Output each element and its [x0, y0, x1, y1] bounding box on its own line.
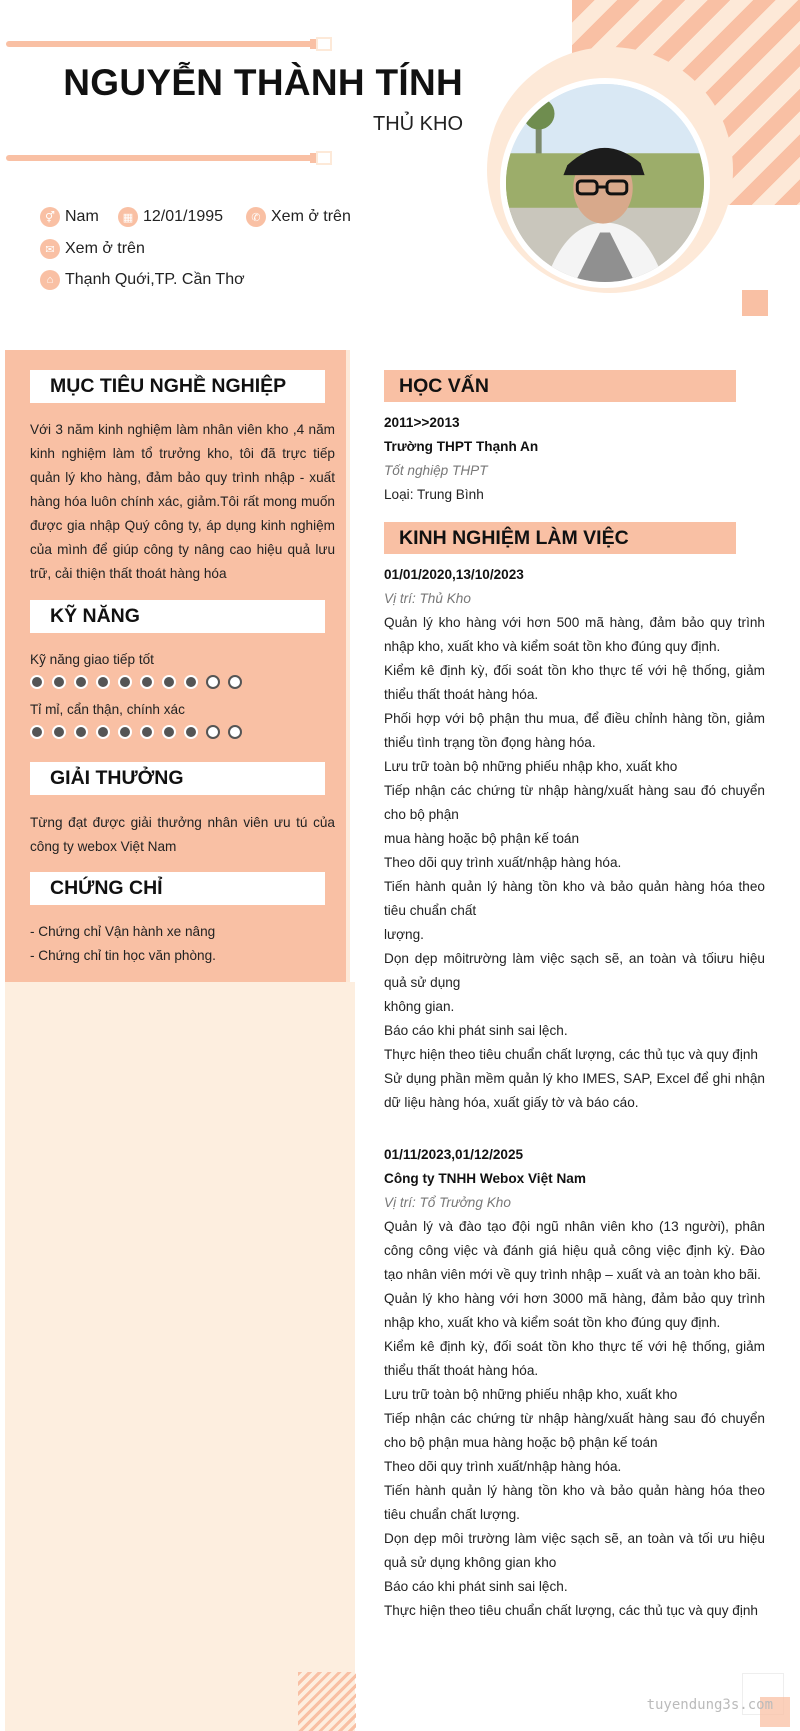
- skills-heading: KỸ NĂNG: [30, 600, 325, 633]
- job-line: Quản lý và đào tạo đội ngũ nhân viên kho (13 người), phân công công việc và đánh giá hiệu quả công việc định kỳ. Đào tạo nhân viên mới về quy trình nhập – xuất và an toàn kho bãi.: [384, 1219, 765, 1282]
- left-panel-bottom: [5, 982, 355, 1731]
- awards-heading: GIẢI THƯỞNG: [30, 762, 325, 795]
- job-company: Công ty TNHH Webox Việt Nam: [384, 1171, 586, 1186]
- rating-dot: [140, 675, 154, 689]
- job-line: Lưu trữ toàn bộ những phiếu nhập kho, xuất kho: [384, 1387, 678, 1402]
- certificate-item: - Chứng chỉ Vận hành xe nâng: [30, 924, 216, 939]
- calendar-icon: ▦: [118, 207, 138, 227]
- email-icon: ✉: [40, 239, 60, 259]
- rating-dot: [162, 725, 176, 739]
- education-heading: HỌC VẤN: [384, 370, 736, 402]
- objective-text: Với 3 năm kinh nghiệm làm nhân viên kho ,4 năm kinh nghiệm làm tổ trưởng kho, tôi đã trực tiếp quản lý kho hàng, đảm bảo quy trình nhập - xuất hàng hóa luôn chính xác, giảm.Tôi rất mong muốn được gia nhập Quý công ty, áp dụng kinh nghiệm của mình để giúp công ty nâng cao hiệu quả lưu trữ, cải thiện thất thoát hàng hóa: [30, 422, 335, 581]
- rating-dot: [184, 725, 198, 739]
- certificates-list: [30, 920, 335, 968]
- job-line: Sử dụng phần mềm quản lý kho IMES, SAP, Excel để ghi nhận dữ liệu hàng hóa, xuất giấy tờ và báo cáo.: [384, 1071, 765, 1110]
- job-line: Thực hiện theo tiêu chuẩn chất lượng, các thủ tục và quy định: [384, 1047, 758, 1062]
- decor-line-top: [6, 41, 330, 47]
- rating-dot: [140, 725, 154, 739]
- skill-label: Kỹ năng giao tiếp tốt: [30, 652, 154, 667]
- awards-text: Từng đạt được giải thưởng nhân viên ưu tú của công ty webox Việt Nam: [30, 815, 335, 854]
- rating-dot: [30, 675, 44, 689]
- job-line: mua hàng hoặc bộ phận kế toán: [384, 831, 579, 846]
- contact-email: ✉ Xem ở trên: [40, 239, 145, 259]
- job-line: Dọn dẹp môitrường làm việc sạch sẽ, an toàn và tốiưu hiệu quả sử dụng: [384, 951, 765, 990]
- objective-heading: MỤC TIÊU NGHỀ NGHIỆP: [30, 370, 325, 403]
- education-rank: Loại: Trung Bình: [384, 487, 484, 502]
- job-line: lượng.: [384, 927, 424, 942]
- rating-dot: [52, 725, 66, 739]
- rating-dot: [74, 725, 88, 739]
- rating-dot: [118, 725, 132, 739]
- contact-gender: ⚥ Nam: [40, 207, 99, 227]
- avatar: [500, 78, 710, 288]
- job-line: Tiếp nhận các chứng từ nhập hàng/xuất hàng sau đó chuyển cho bộ phận mua hàng hoặc bộ phận kế toán: [384, 1411, 765, 1450]
- candidate-position: THỦ KHO: [373, 113, 463, 135]
- education-school: Trường THPT Thạnh An: [384, 439, 539, 454]
- contact-address: ⌂ Thạnh Quới,TP. Cần Thơ: [40, 270, 245, 290]
- job-line: Dọn dẹp môi trường làm việc sạch sẽ, an toàn và tối ưu hiệu quả sử dụng không gian kho: [384, 1531, 765, 1570]
- job-line: Kiểm kê định kỳ, đối soát tồn kho thực tế với hệ thống, giảm thiểu thất thoát hàng hóa.: [384, 663, 765, 702]
- education-entry: [384, 411, 765, 507]
- decor-square: [742, 290, 768, 316]
- watermark: tuyendung3s.com: [646, 1697, 773, 1713]
- job-line: Quản lý kho hàng với hơn 500 mã hàng, đảm bảo quy trình nhập kho, xuất kho và kiểm soát tồn kho đúng quy định.: [384, 615, 765, 654]
- job-period: 01/11/2023,01/12/2025: [384, 1147, 524, 1162]
- phone-icon: ✆: [246, 207, 266, 227]
- gender-icon: ⚥: [40, 207, 60, 227]
- job-line: Kiểm kê định kỳ, đối soát tồn kho thực tế với hệ thống, giảm thiểu thất thoát hàng hóa.: [384, 1339, 765, 1378]
- avatar-photo-icon: [506, 84, 704, 282]
- contact-phone: ✆ Xem ở trên: [246, 207, 351, 227]
- certificates-heading: CHỨNG CHỈ: [30, 872, 325, 905]
- job-line: Quản lý kho hàng với hơn 3000 mã hàng, đảm bảo quy trình nhập kho, xuất kho và kiểm soát tồn kho đúng quy định.: [384, 1291, 765, 1330]
- job-period: 01/01/2020,13/10/2023: [384, 567, 524, 582]
- job-line: Tiến hành quản lý hàng tồn kho và bảo quản hàng hóa theo tiêu chuẩn chất lượng.: [384, 1483, 765, 1522]
- left-panel-edge: [346, 350, 350, 982]
- rating-dot: [228, 675, 242, 689]
- rating-dot: [184, 675, 198, 689]
- rating-dot: [206, 675, 220, 689]
- job-line: Tiếp nhận các chứng từ nhập hàng/xuất hàng sau đó chuyển cho bộ phận: [384, 783, 765, 822]
- job-line: Tiến hành quản lý hàng tồn kho và bảo quản hàng hóa theo tiêu chuẩn chất: [384, 879, 765, 918]
- rating-dot: [52, 675, 66, 689]
- rating-dot: [118, 675, 132, 689]
- contact-birthday: ▦ 12/01/1995: [118, 207, 223, 227]
- job-line: Báo cáo khi phát sinh sai lệch.: [384, 1023, 568, 1038]
- job-line: Theo dõi quy trình xuất/nhập hàng hóa.: [384, 1459, 622, 1474]
- rating-dot: [162, 675, 176, 689]
- experience-heading: KINH NGHIỆM LÀM VIỆC: [384, 522, 736, 554]
- job-role: Vị trí: Tổ Trưởng Kho: [384, 1195, 511, 1210]
- rating-dot: [96, 675, 110, 689]
- skill-rating: [30, 725, 250, 739]
- rating-dot: [30, 725, 44, 739]
- rating-dot: [74, 675, 88, 689]
- job-role: Vị trí: Thủ Kho: [384, 591, 471, 606]
- decor-line-bottom: [6, 155, 330, 161]
- rating-dot: [206, 725, 220, 739]
- rating-dot: [228, 725, 242, 739]
- decor-stripes-bottom-left: [298, 1672, 356, 1731]
- job-line: Thực hiện theo tiêu chuẩn chất lượng, các thủ tục và quy định: [384, 1603, 758, 1618]
- job-line: không gian.: [384, 999, 455, 1014]
- job-entry: [384, 1143, 765, 1623]
- certificate-item: - Chứng chỉ tin học văn phòng.: [30, 948, 216, 963]
- skill-rating: [30, 675, 250, 689]
- job-line: Báo cáo khi phát sinh sai lệch.: [384, 1579, 568, 1594]
- job-entry: [384, 563, 765, 1115]
- job-line: Theo dõi quy trình xuất/nhập hàng hóa.: [384, 855, 622, 870]
- job-line: Lưu trữ toàn bộ những phiếu nhập kho, xuất kho: [384, 759, 678, 774]
- skill-label: Tỉ mỉ, cẩn thận, chính xác: [30, 702, 185, 717]
- education-period: 2011>>2013: [384, 415, 460, 430]
- home-icon: ⌂: [40, 270, 60, 290]
- job-line: Phối hợp với bộ phận thu mua, để điều chỉnh hàng tồn, giảm thiểu tình trạng tồn đọng hàng hóa.: [384, 711, 765, 750]
- rating-dot: [96, 725, 110, 739]
- candidate-name: NGUYỄN THÀNH TÍNH: [63, 62, 463, 103]
- education-degree: Tốt nghiệp THPT: [384, 463, 488, 478]
